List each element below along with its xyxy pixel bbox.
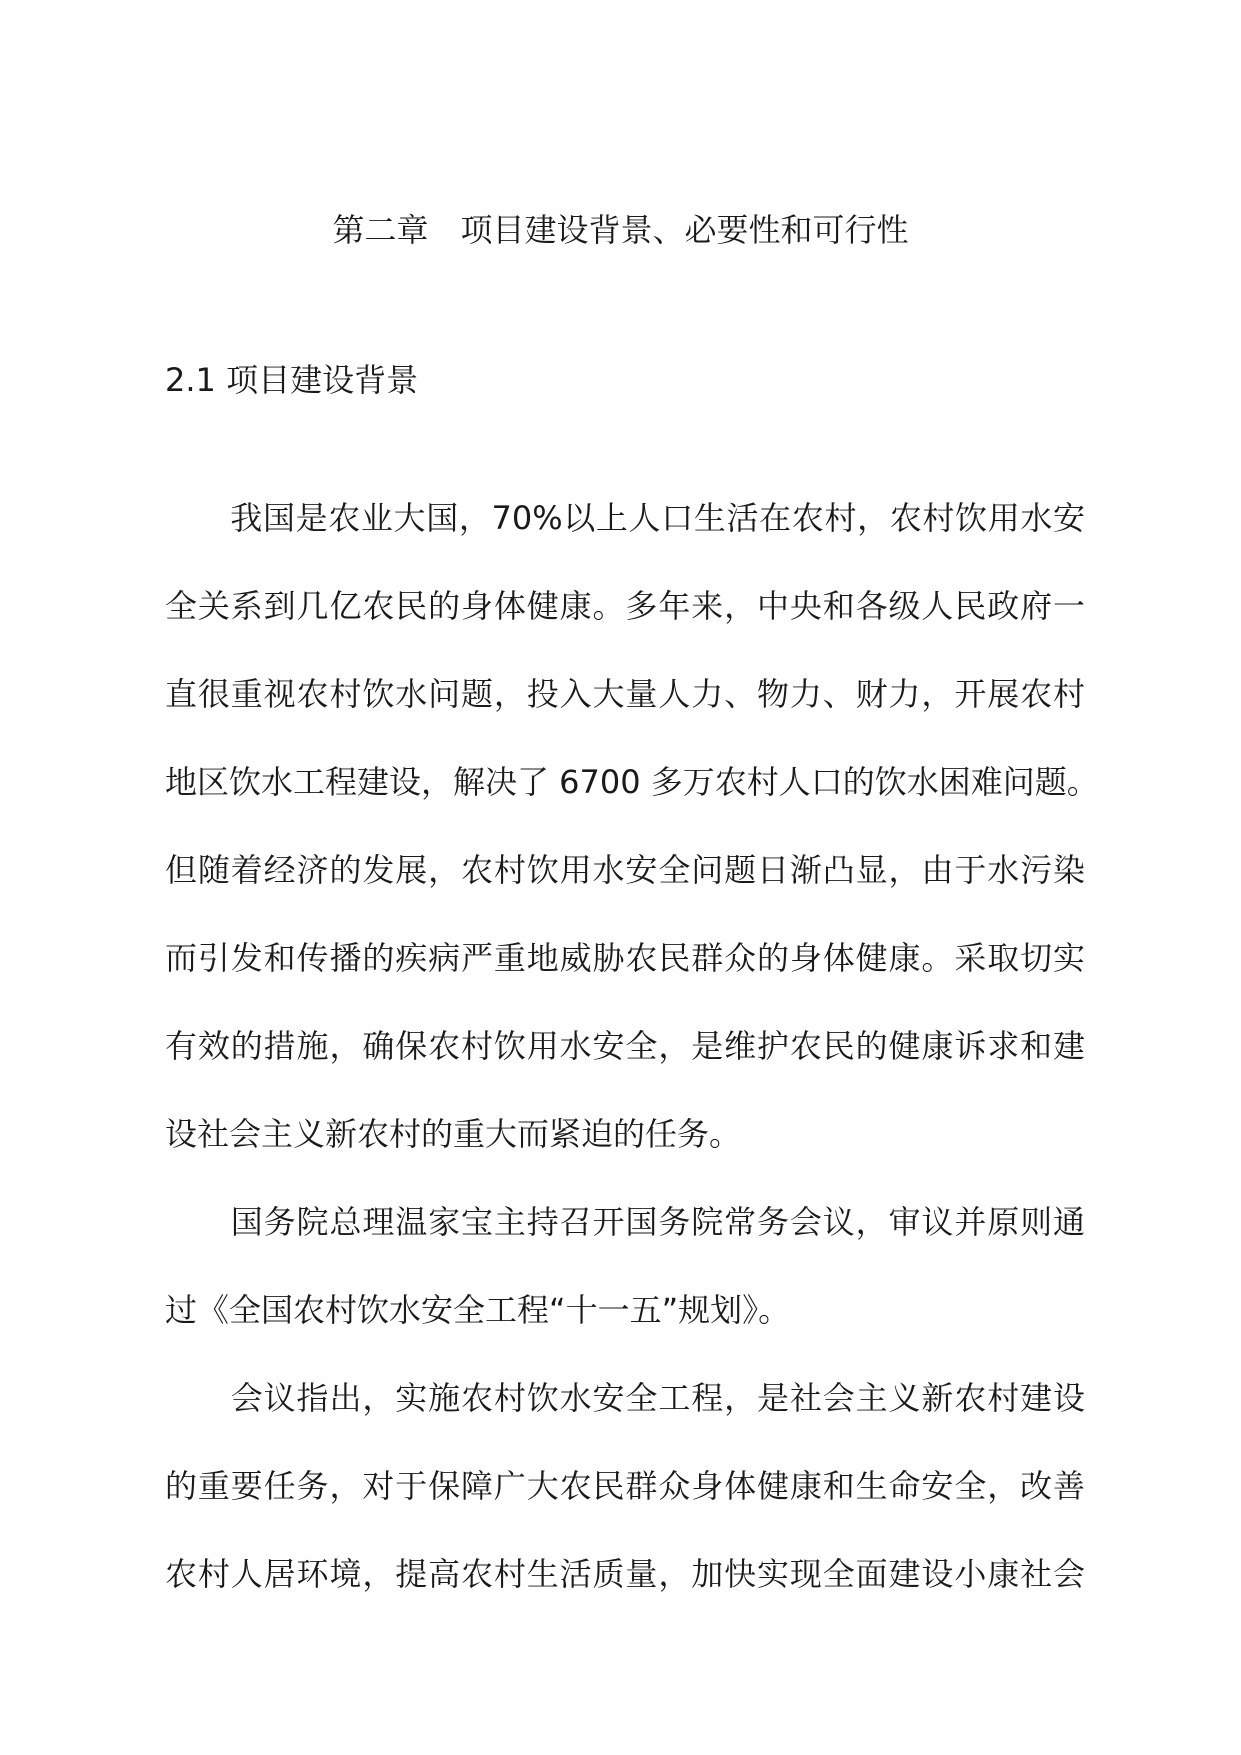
paragraph-2: [165, 1178, 1085, 1354]
paragraph-line: 但随着经济的发展，农村饮用水安全问题日渐凸显，由于水污染: [165, 851, 1085, 889]
paragraph-line: 会议指出，实施农村饮水安全工程，是社会主义新农村建设: [165, 1379, 1085, 1417]
paragraph-line: 地区饮水工程建设，解决了 6700 多万农村人口的饮水困难问题。: [165, 763, 1099, 801]
paragraph-line: 设社会主义新农村的重大而紧迫的任务。: [165, 1115, 742, 1153]
paragraph-line: 农村人居环境，提高农村生活质量，加快实现全面建设小康社会: [165, 1555, 1085, 1593]
paragraph-line: 全关系到几亿农民的身体健康。多年来，中央和各级人民政府一: [165, 587, 1085, 625]
paragraph-3: [165, 1354, 1085, 1618]
paragraph-line: 国务院总理温家宝主持召开国务院常务会议，审议并原则通: [165, 1203, 1085, 1241]
paragraph-1: [165, 474, 1099, 1178]
paragraph-line: 而引发和传播的疾病严重地威胁农民群众的身体健康。采取切实: [165, 939, 1085, 977]
paragraph-line: 的重要任务，对于保障广大农民群众身体健康和生命安全，改善: [165, 1467, 1085, 1505]
paragraph-line: 我国是农业大国，70%以上人口生活在农村，农村饮用水安: [165, 499, 1085, 537]
chapter-title: 第二章 项目建设背景、必要性和可行性: [332, 211, 909, 249]
paragraph-line: 直很重视农村饮水问题，投入大量人力、物力、财力，开展农村: [165, 675, 1085, 713]
paragraph-line: 过《全国农村饮水安全工程“十一五”规划》。: [165, 1291, 791, 1329]
section-heading: 2.1 项目建设背景: [165, 361, 419, 399]
paragraph-line: 有效的措施，确保农村饮用水安全，是维护农民的健康诉求和建: [165, 1027, 1085, 1065]
